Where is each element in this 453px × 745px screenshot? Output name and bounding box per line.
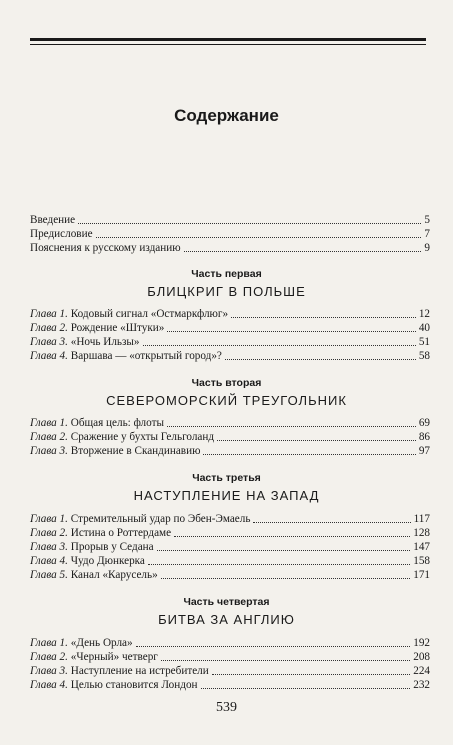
- chapter-title: «День Орла»: [70, 637, 133, 649]
- entry-label: [30, 527, 171, 540]
- chapter-title: Истина о Роттердаме: [70, 527, 172, 539]
- chapter-title: Целью становится Лондон: [70, 679, 198, 691]
- chapter-number: Глава 2.: [30, 431, 68, 443]
- toc-entry[interactable]: [30, 242, 430, 255]
- chapter-title: Общая цель: флоты: [70, 417, 164, 429]
- leader-dots: [96, 236, 422, 238]
- top-rule-thick: [30, 38, 426, 41]
- toc-entry[interactable]: [30, 322, 430, 335]
- part-title: БЛИЦКРИГ В ПОЛЬШЕ: [147, 284, 306, 299]
- toc-entry[interactable]: [30, 214, 430, 227]
- leader-dots: [201, 687, 411, 689]
- chapter-number: Глава 1.: [30, 513, 68, 525]
- leader-dots: [217, 439, 416, 441]
- chapter-number: Глава 1.: [30, 637, 68, 649]
- entry-label: [30, 445, 200, 458]
- toc-entry[interactable]: [30, 541, 430, 554]
- entry-label: [30, 637, 133, 650]
- toc-entry[interactable]: [30, 431, 430, 444]
- toc-entry[interactable]: [30, 637, 430, 650]
- entry-label: [30, 651, 158, 664]
- chapter-title: «Черный» четверг: [70, 651, 158, 663]
- entry-page: 58: [418, 350, 430, 362]
- entry-page: 51: [418, 336, 430, 348]
- chapter-number: Глава 4.: [30, 555, 68, 567]
- toc-entry[interactable]: [30, 569, 430, 582]
- leader-dots: [184, 250, 422, 252]
- leader-dots: [203, 453, 415, 455]
- part-label: Часть вторая: [191, 377, 262, 389]
- leader-dots: [225, 358, 416, 360]
- chapter-title: Прорыв у Седана: [70, 541, 154, 553]
- part-title: БИТВА ЗА АНГЛИЮ: [158, 612, 295, 627]
- chapter-title: Кодовый сигнал «Остмаркфлюг»: [70, 308, 229, 320]
- chapter-number: Глава 1.: [30, 308, 68, 320]
- part-label: Часть четвертая: [183, 596, 270, 608]
- chapter-number: Глава 3.: [30, 445, 68, 457]
- entry-page: 9: [424, 242, 430, 254]
- leader-dots: [143, 344, 416, 346]
- chapter-title: Наступление на истребители: [70, 665, 209, 677]
- leader-dots: [161, 577, 411, 579]
- chapter-title: Вторжение в Скандинавию: [70, 445, 201, 457]
- chapter-number: Глава 2.: [30, 322, 68, 334]
- part-title: НАСТУПЛЕНИЕ НА ЗАПАД: [133, 488, 320, 503]
- chapter-number: Глава 5.: [30, 569, 68, 581]
- entry-label: [30, 431, 214, 444]
- entry-label: Предисловие: [30, 228, 93, 240]
- leader-dots: [174, 535, 410, 537]
- entry-label: Пояснения к русскому изданию: [30, 242, 181, 254]
- toc-entry[interactable]: [30, 445, 430, 458]
- entry-page: 158: [413, 555, 430, 567]
- toc-entry[interactable]: [30, 336, 430, 349]
- leader-dots: [231, 316, 416, 318]
- chapter-number: Глава 3.: [30, 541, 68, 553]
- part-title: СЕВЕРОМОРСКИЙ ТРЕУГОЛЬНИК: [106, 393, 347, 408]
- entry-label: [30, 322, 164, 335]
- entry-label: [30, 665, 209, 678]
- leader-dots: [167, 330, 415, 332]
- entry-label: [30, 541, 154, 554]
- leader-dots: [78, 222, 421, 224]
- leader-dots: [136, 645, 411, 647]
- entry-page: 128: [413, 527, 430, 539]
- entry-label: [30, 513, 250, 526]
- chapter-number: Глава 4.: [30, 679, 68, 691]
- part-label: Часть третья: [192, 472, 261, 484]
- toc-entry[interactable]: [30, 513, 430, 526]
- entry-page: 117: [413, 513, 430, 525]
- chapter-title: Рождение «Штуки»: [70, 322, 165, 334]
- chapter-title: Чудо Дюнкерка: [70, 555, 145, 567]
- entry-label: Введение: [30, 214, 76, 226]
- toc-entry[interactable]: [30, 665, 430, 678]
- chapter-number: Глава 1.: [30, 417, 68, 429]
- entry-page: 171: [413, 569, 430, 581]
- entry-page: 7: [424, 228, 430, 240]
- entry-page: 5: [424, 214, 430, 226]
- entry-label: [30, 569, 158, 582]
- page-title: Содержание: [174, 106, 279, 125]
- entry-label: [30, 417, 164, 430]
- entry-page: 208: [413, 651, 430, 663]
- entry-page: 232: [413, 679, 430, 691]
- toc-entry[interactable]: [30, 527, 430, 540]
- entry-page: 192: [413, 637, 430, 649]
- toc-entry[interactable]: [30, 308, 430, 321]
- chapter-number: Глава 3.: [30, 665, 68, 677]
- top-rule-thin: [30, 44, 426, 45]
- leader-dots: [148, 563, 410, 565]
- leader-dots: [161, 659, 410, 661]
- chapter-number: Глава 4.: [30, 350, 68, 362]
- page-number: 539: [216, 700, 237, 715]
- entry-page: 69: [418, 417, 430, 429]
- leader-dots: [167, 425, 416, 427]
- entry-label: [30, 308, 228, 321]
- toc-entry[interactable]: [30, 417, 430, 430]
- chapter-number: Глава 2.: [30, 651, 68, 663]
- chapter-number: Глава 3.: [30, 336, 68, 348]
- entry-page: 224: [413, 665, 430, 677]
- entry-page: 97: [418, 445, 430, 457]
- toc-entry[interactable]: [30, 228, 430, 241]
- entry-page: 12: [418, 308, 430, 320]
- chapter-title: «Ночь Ильзы»: [70, 336, 140, 348]
- entry-label: [30, 350, 222, 363]
- toc-entry[interactable]: [30, 651, 430, 664]
- chapter-title: Варшава — «открытый город»?: [70, 350, 222, 362]
- leader-dots: [157, 549, 411, 551]
- chapter-title: Стремительный удар по Эбен-Эмаель: [70, 513, 251, 525]
- leader-dots: [212, 673, 410, 675]
- toc-entry[interactable]: [30, 350, 430, 363]
- part-label: Часть первая: [191, 268, 262, 280]
- entry-page: 147: [413, 541, 430, 553]
- chapter-title: Канал «Карусель»: [70, 569, 158, 581]
- entry-label: [30, 679, 198, 692]
- leader-dots: [253, 521, 410, 523]
- chapter-number: Глава 2.: [30, 527, 68, 539]
- entry-page: 40: [418, 322, 430, 334]
- entry-label: [30, 555, 145, 568]
- toc-entry[interactable]: [30, 679, 430, 692]
- entry-label: [30, 336, 140, 349]
- toc-entry[interactable]: [30, 555, 430, 568]
- entry-page: 86: [418, 431, 430, 443]
- chapter-title: Сражение у бухты Гельголанд: [70, 431, 215, 443]
